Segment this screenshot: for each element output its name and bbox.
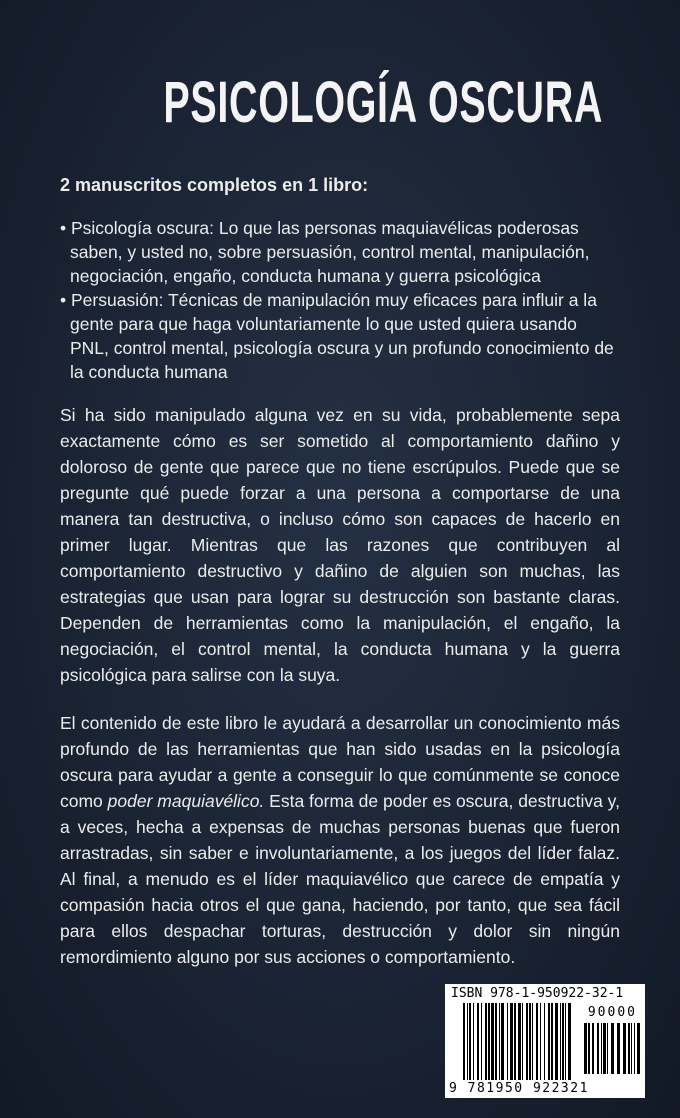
barcode-bar (481, 1003, 482, 1080)
barcode-bar (601, 1023, 602, 1074)
barcode-bar (477, 1003, 479, 1080)
price-addon: 90000 (587, 1005, 637, 1020)
barcode-bar (555, 1003, 558, 1080)
subtitle: 2 manuscritos completos en 1 libro: (60, 175, 369, 195)
barcode-bar (522, 1003, 523, 1080)
list-item: • Persuasión: Técnicas de manipulación muy eficaces para influir a la gente para que haga voluntariamente lo que usted quiera usando PNL, control mental, psicología oscura y un profundo conocimiento de la conducta humana (60, 288, 620, 384)
barcode-bar (469, 1003, 471, 1080)
barcode-bar (623, 1023, 626, 1074)
barcode-bar (603, 1023, 606, 1074)
paragraph-1: Si ha sido manipulado alguna vez en su vida, probablemente sepa exactamente cómo es ser sometido al comportamiento dañino y doloroso de gente que parece que no tiene escrúpulos. Puede que se pregunte qué puede forzar a una persona a comportarse de una manera tan destructiva, o incluso cómo son capaces de hacerlo en primer lugar. Mientras que las razones que contribuyen al comportamiento destructivo y dañino de alguien son muchas, las estrategias que usan para lograr su destrucción son bastante claras. Dependen de herramientas como la manipulación, el engaño, la negociación, el control mental, la conducta humana y la guerra psicológica para salirse con la suya. (60, 405, 620, 685)
barcode-bar (514, 1003, 516, 1080)
paragraph-2: El contenido de este libro le ayudará a desarrollar un conocimiento más profundo de las herramientas que han sido usadas en la psicología oscura para ayudar a gente a conseguir lo que comúnmente se conoce como poder maquiavélico. Esta forma de poder es oscura, destructiva y, a veces, hecha a expensas de muchas personas buenas que fueron arrastradas, sin saber e involuntariamente, a los juegos del líder falaz. Al final, a menudo es el líder maquiavélico que carece de empatía y compasión hacia otros el que gana, haciendo, por tanto, que sea fácil para ellos despachar torturas, destrucción y dolor sin ningún remordimiento alguno por sus acciones o comportamiento. (60, 713, 620, 967)
barcode-bar (562, 1003, 564, 1080)
barcode-bar (532, 1003, 533, 1080)
barcode-bar (631, 1023, 632, 1074)
barcode-bar (565, 1003, 566, 1080)
barcode-bar (529, 1003, 531, 1080)
barcode-bar (544, 1003, 545, 1080)
barcode-digits: 9 781950 922321 (449, 1081, 589, 1096)
barcode-bar (510, 1003, 513, 1080)
barcode-bar (628, 1023, 630, 1074)
barcode-bar (611, 1023, 614, 1074)
barcode-bar (568, 1003, 571, 1080)
barcode-bar (518, 1003, 521, 1080)
barcode-bar (526, 1003, 528, 1080)
barcode-bar (607, 1023, 608, 1074)
barcode-bar (637, 1023, 640, 1074)
barcode-bar (634, 1023, 635, 1074)
barcode-bar (507, 1003, 508, 1080)
barcode-bar (560, 1003, 561, 1080)
barcode-bar (485, 1003, 487, 1080)
barcode-bar (617, 1023, 620, 1074)
list-item: • Psicología oscura: Lo que las personas maquiavélicas poderosas saben, y usted no, sobre persuasión, control mental, manipulación, negociación, engaño, conducta humana y guerra psicológica (60, 216, 620, 288)
barcode-bar (491, 1003, 494, 1080)
barcode-bar (463, 1003, 465, 1080)
barcode-bar (548, 1003, 550, 1080)
manuscript-list (60, 216, 620, 384)
barcode-bar (473, 1003, 474, 1080)
barcode-bar (584, 1023, 587, 1074)
barcode-bar (501, 1003, 504, 1080)
italic-phrase: poder maquiavélico. (107, 791, 265, 811)
barcode-bar (495, 1003, 497, 1080)
book-title: PSICOLOGÍA OSCURA (163, 70, 604, 135)
barcode-bar (592, 1023, 594, 1074)
barcode-bar (536, 1003, 538, 1080)
barcode-bar (597, 1023, 599, 1074)
barcode-bar (499, 1003, 500, 1080)
barcode-bar (588, 1023, 590, 1074)
isbn-label: ISBN 978-1-950922-32-1 (451, 986, 624, 1001)
barcode-bar (540, 1003, 541, 1080)
barcode-bar (551, 1003, 553, 1080)
isbn-barcode (445, 984, 645, 1098)
barcode-bar (467, 1003, 468, 1080)
barcode-bar (488, 1003, 490, 1080)
